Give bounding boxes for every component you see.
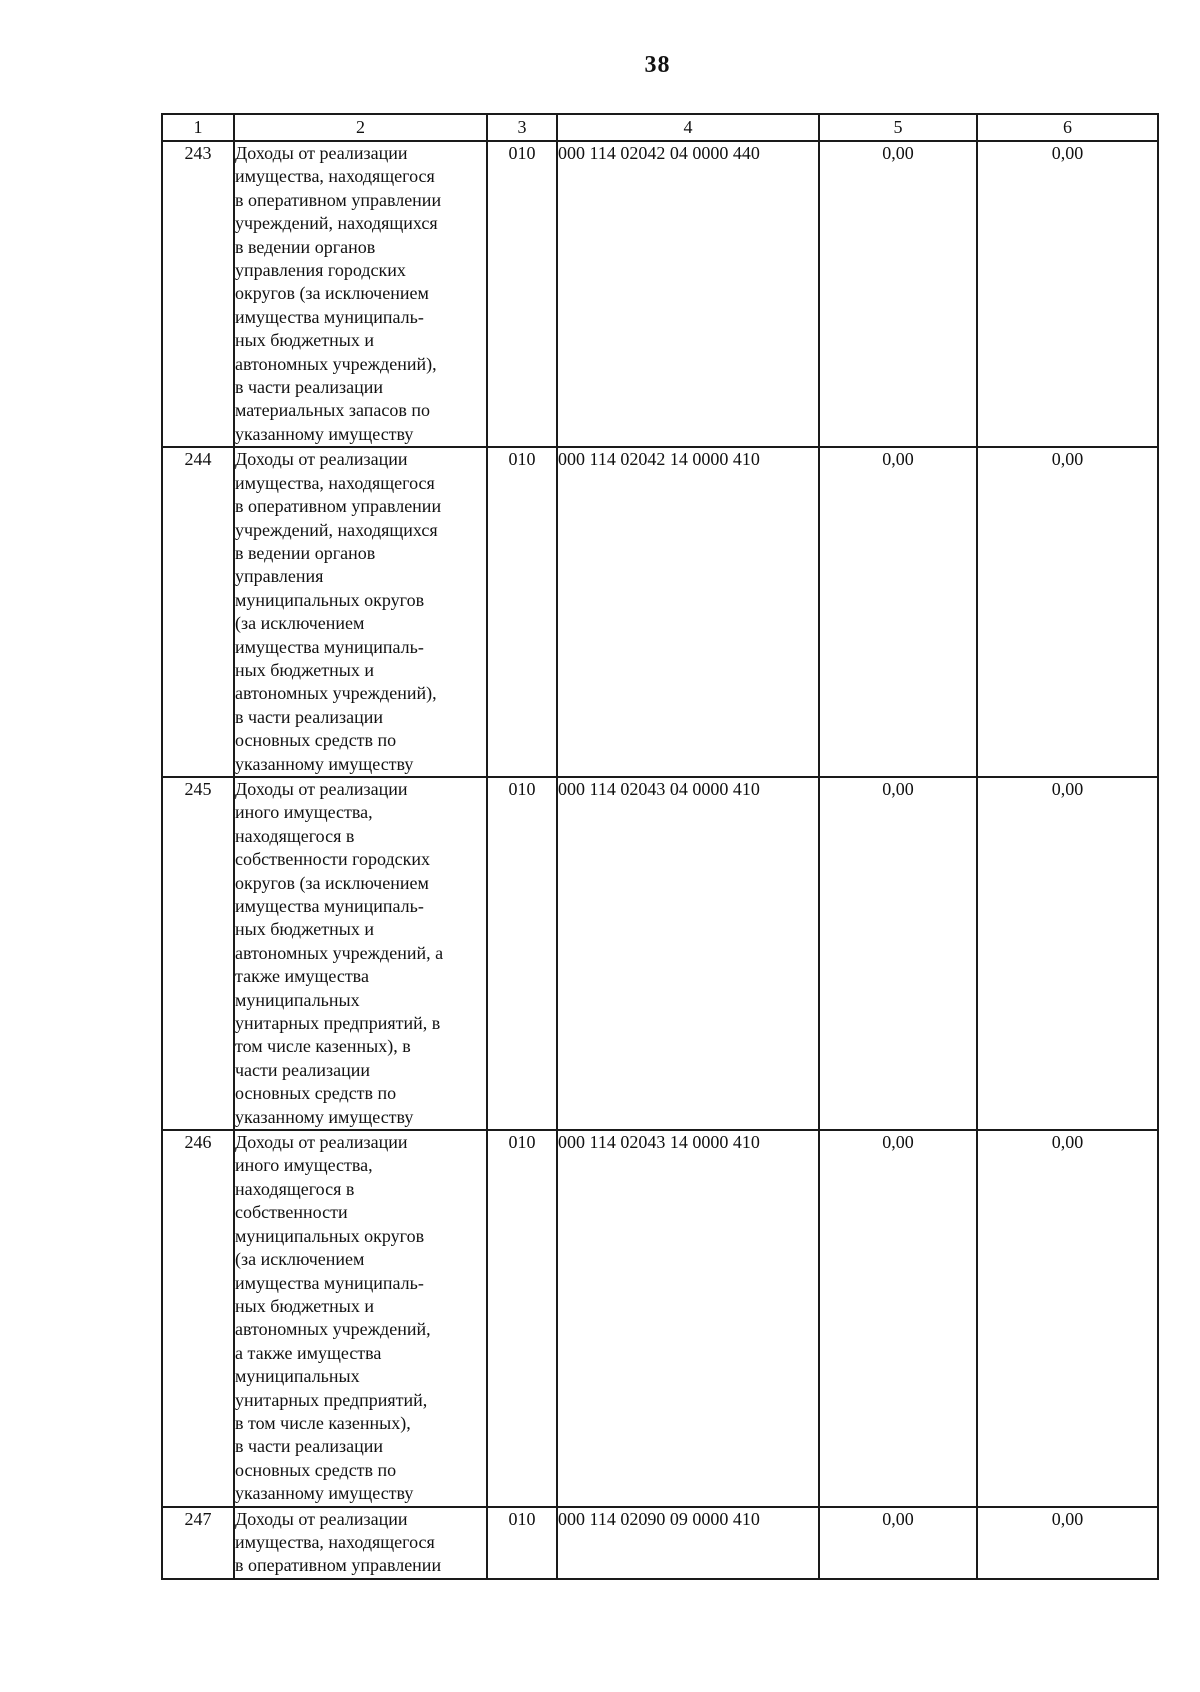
row-budget-code: 000 114 02090 09 0000 410 [557, 1507, 819, 1579]
row-budget-code: 000 114 02042 04 0000 440 [557, 141, 819, 447]
row-number: 247 [162, 1507, 234, 1579]
row-number: 245 [162, 777, 234, 1130]
table-row [162, 1507, 1158, 1579]
row-budget-code: 000 114 02043 04 0000 410 [557, 777, 819, 1130]
column-header: 1 [162, 114, 234, 141]
column-header: 2 [234, 114, 487, 141]
column-header: 3 [487, 114, 557, 141]
row-description: Доходы от реализации имущества, находящегося в оперативном управлении [234, 1507, 487, 1579]
row-budget-code: 000 114 02043 14 0000 410 [557, 1130, 819, 1507]
column-header: 6 [977, 114, 1158, 141]
row-number: 244 [162, 447, 234, 777]
row-code: 010 [487, 1507, 557, 1579]
row-value-5: 0,00 [819, 1130, 977, 1507]
row-value-6: 0,00 [977, 777, 1158, 1130]
row-number: 246 [162, 1130, 234, 1507]
row-code: 010 [487, 141, 557, 447]
row-description: Доходы от реализации имущества, находящегося в оперативном управлении учреждений, находящихся в ведении органов управления муниципальных округов (за исключением имущества муниципаль- ных бюджетных и автономных учреждений), в части реализации основных средств по указанному имуществу [234, 447, 487, 777]
row-number: 243 [162, 141, 234, 447]
row-description: Доходы от реализации иного имущества, находящегося в собственности муниципальных округов (за исключением имущества муниципаль- ных бюджетных и автономных учреждений, а также имущества муниципальных унитарных предприятий, в том числе казенных), в части реализации основных средств по указанному имуществу [234, 1130, 487, 1507]
row-description: Доходы от реализации имущества, находящегося в оперативном управлении учреждений, находящихся в ведении органов управления городских округов (за исключением имущества муниципаль- ных бюджетных и автономных учреждений), в части реализации материальных запасов по указанному имуществу [234, 141, 487, 447]
row-value-5: 0,00 [819, 1507, 977, 1579]
page-number: 38 [644, 52, 671, 78]
column-header: 4 [557, 114, 819, 141]
row-value-5: 0,00 [819, 447, 977, 777]
row-value-6: 0,00 [977, 1507, 1158, 1579]
row-description: Доходы от реализации иного имущества, находящегося в собственности городских округов (за исключением имущества муниципаль- ных бюджетных и автономных учреждений, а также имущества муниципальных унитарных предприятий, в том числе казенных), в части реализации основных средств по указанному имуществу [234, 777, 487, 1130]
row-value-5: 0,00 [819, 141, 977, 447]
table-row [162, 1130, 1158, 1507]
table-row [162, 447, 1158, 777]
row-value-6: 0,00 [977, 447, 1158, 777]
row-code: 010 [487, 777, 557, 1130]
row-value-5: 0,00 [819, 777, 977, 1130]
table-row [162, 141, 1158, 447]
table-header-row [162, 114, 1158, 141]
column-header: 5 [819, 114, 977, 141]
row-value-6: 0,00 [977, 141, 1158, 447]
row-budget-code: 000 114 02042 14 0000 410 [557, 447, 819, 777]
table-row [162, 777, 1158, 1130]
row-code: 010 [487, 447, 557, 777]
row-code: 010 [487, 1130, 557, 1507]
row-value-6: 0,00 [977, 1130, 1158, 1507]
revenue-table [161, 113, 1159, 1580]
